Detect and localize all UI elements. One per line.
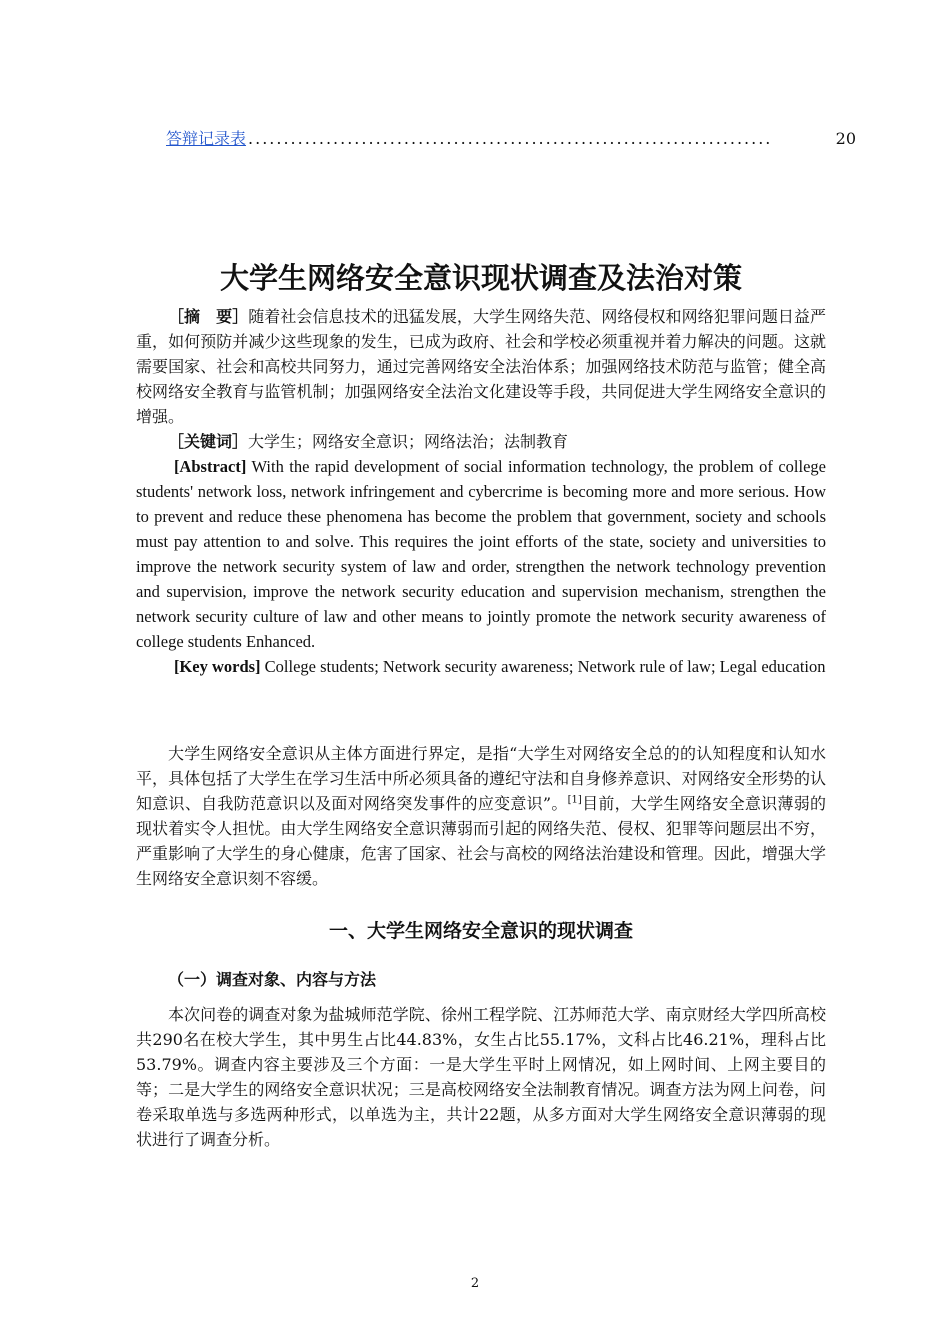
intro-paragraph: [136, 741, 826, 891]
survey-paragraph: 本次问卷的调查对象为盐城师范学院、徐州工程学院、江苏师范大学、南京财经大学四所高校共290名在校大学生，其中男生占比44.83%，女生占比55.17%，文科占比46.21%，理科占比53.79%。调查内容主要涉及三个方面：一是大学生平时上网情况，如上网时间、上网主要目的等；二是大学生的网络安全意识状况；三是高校网络安全法制教育情况。调查方法为网上问卷，问卷采取单选与多选两种形式，以单选为主，共计22题，从多方面对大学生网络安全意识薄弱的现状进行了调查分析。: [136, 1005, 826, 1149]
keywords-cn: [136, 429, 826, 454]
keywords-cn-text: 大学生；网络安全意识；网络法治；法制教育: [248, 432, 569, 451]
paper-body: [136, 304, 826, 1152]
page-number: 2: [470, 1276, 480, 1291]
paper-title: 大学生网络安全意识现状调查及法治对策: [219, 261, 742, 295]
citation-ref: [1]: [567, 794, 582, 806]
intro-text-2: 目前，大学生网络安全意识薄弱的现状着实令人担忧。由大学生网络安全意识薄弱而引起的网络失范、侵权、犯罪等问题层出不穷，严重影响了大学生的身心健康，危害了国家、社会与高校的网络法治建设和管理。因此，增强大学生网络安全意识刻不容缓。: [136, 794, 826, 888]
section-heading: 一、大学生网络安全意识的现状调查: [328, 920, 633, 942]
toc-link-defense-record[interactable]: 答辩记录表: [166, 129, 247, 148]
abstract-cn-text: 随着社会信息技术的迅猛发展，大学生网络失范、网络侵权和网络犯罪问题日益严重，如何预防并减少这些现象的发生，已成为政府、社会和学校必须重视并着力解决的问题。这就需要国家、社会和高校共同努力，通过完善网络安全法治体系；加强网络技术防范与监管；健全高校网络安全教育与监管机制；加强网络安全法治文化建设等手段，共同促进大学生网络安全意识的增强。: [136, 307, 826, 426]
abstract-en-label: [Abstract]: [173, 457, 247, 476]
abstract-cn-label: ［摘 要］: [168, 307, 249, 326]
abstract-en-text: With the rapid development of social information technology, the problem of college students' network loss, network infringement and cybercrime is becoming more and more serious. How to prevent and reduce these phenomena has become the problem that government, society and schools must pay attention to and solve. This requires the joint efforts of the state, society and universities to improve the network security system of law and order, strengthen the network technology prevention and supervision, improve the network security education and supervision mechanism, strengthen the network security culture of law and other means to jointly promote the network security awareness of college students Enhanced.: [136, 457, 826, 651]
keywords-en-text: College students; Network security awareness; Network rule of law; Legal education: [264, 657, 826, 676]
toc-dot-leader: ..........................................................................: [248, 129, 773, 148]
abstract-cn: [136, 304, 826, 429]
toc-page-number: 20: [835, 129, 856, 148]
toc-entry: [166, 126, 856, 149]
keywords-en-label: [Key words]: [173, 657, 261, 676]
keywords-en: [136, 654, 826, 679]
abstract-en: [136, 454, 826, 654]
keywords-cn-label: ［关键词］: [168, 432, 249, 451]
intro-text-1: 大学生网络安全意识从主体方面进行界定，是指“大学生对网络安全总的的认知程度和认知水平，具体包括了大学生在学习生活中所必须具备的遵纪守法和自身修养意识、对网络安全形势的认知意识、自我防范意识以及面对网络突发事件的应变意识”。: [136, 744, 826, 813]
subsection-heading: （一）调查对象、内容与方法: [168, 970, 377, 989]
